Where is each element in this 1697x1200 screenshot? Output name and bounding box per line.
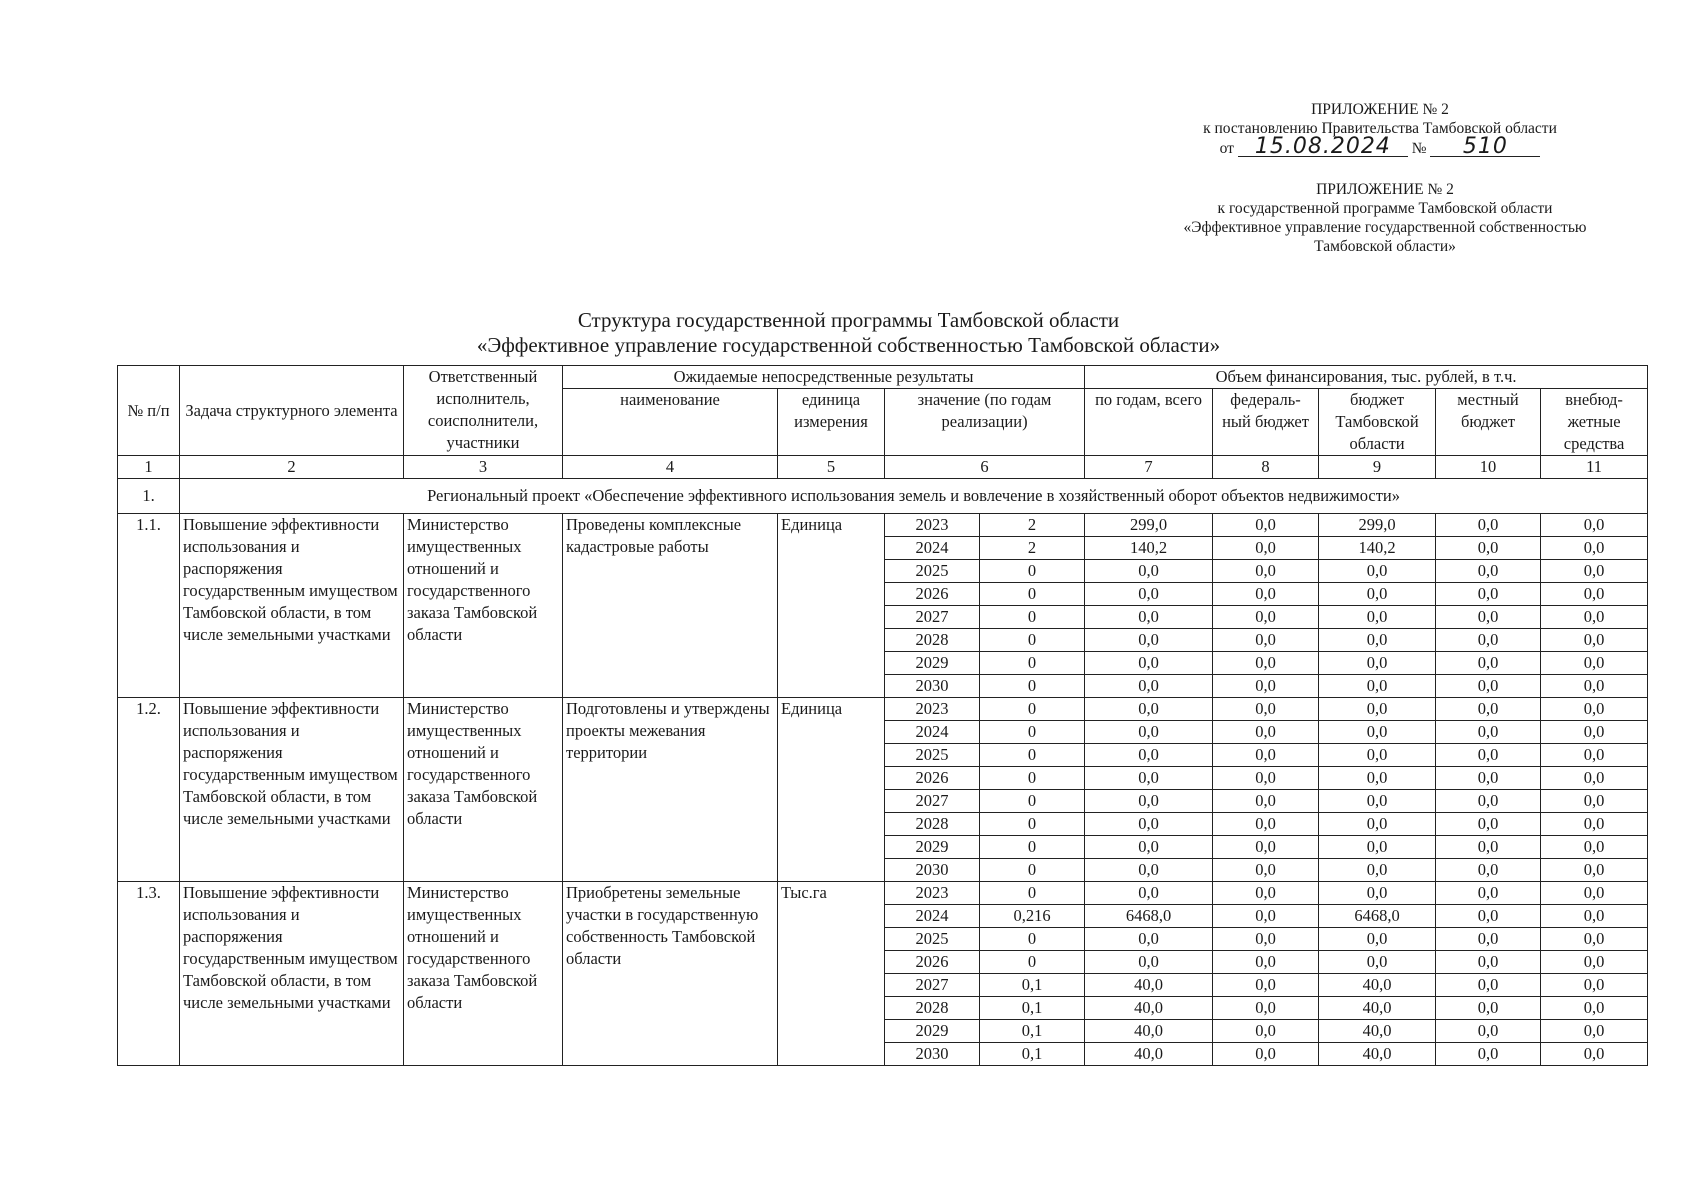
cell-total: 0,0 [1085,721,1213,744]
cell-federal: 0,0 [1213,767,1319,790]
header-local: местный бюджет [1436,389,1541,456]
cell-offbudget: 0,0 [1541,1020,1648,1043]
cell-local: 0,0 [1436,836,1541,859]
cell-value: 0 [980,767,1085,790]
cell-offbudget: 0,0 [1541,560,1648,583]
col-number: 10 [1436,456,1541,479]
cell-value: 0 [980,583,1085,606]
cell-value: 0 [980,859,1085,882]
col-number: 11 [1541,456,1648,479]
project-name: Региональный проект «Обеспечение эффективного использования земель и вовлечение в хозяйственный оборот объектов недвижимости» [180,479,1648,514]
responsible-executor: Министерство имущественных отношений и государственного заказа Тамбовской области [404,514,563,698]
cell-year: 2027 [885,790,980,813]
cell-federal: 0,0 [1213,813,1319,836]
cell-local: 0,0 [1436,1020,1541,1043]
cell-federal: 0,0 [1213,928,1319,951]
cell-value: 0 [980,744,1085,767]
cell-total: 0,0 [1085,836,1213,859]
cell-value: 0,216 [980,905,1085,928]
cell-value: 0 [980,652,1085,675]
cell-local: 0,0 [1436,583,1541,606]
cell-value: 0 [980,790,1085,813]
cell-year: 2026 [885,767,980,790]
cell-year: 2029 [885,1020,980,1043]
cell-local: 0,0 [1436,905,1541,928]
cell-local: 0,0 [1436,767,1541,790]
cell-total: 6468,0 [1085,905,1213,928]
cell-total: 0,0 [1085,813,1213,836]
cell-value: 0 [980,698,1085,721]
cell-offbudget: 0,0 [1541,698,1648,721]
cell-total: 0,0 [1085,767,1213,790]
cell-offbudget: 0,0 [1541,767,1648,790]
col-number: 9 [1319,456,1436,479]
cell-year: 2023 [885,882,980,905]
header-result-name: наименование [563,389,778,456]
cell-value: 0 [980,606,1085,629]
cell-local: 0,0 [1436,790,1541,813]
cell-offbudget: 0,0 [1541,606,1648,629]
cell-regional: 0,0 [1319,652,1436,675]
appendix-heading: ПРИЛОЖЕНИЕ № 2 [1311,101,1449,118]
cell-offbudget: 0,0 [1541,790,1648,813]
header-regional: бюджет Тамбовской области [1319,389,1436,456]
cell-offbudget: 0,0 [1541,675,1648,698]
cell-local: 0,0 [1436,721,1541,744]
cell-local: 0,0 [1436,882,1541,905]
cell-local: 0,0 [1436,629,1541,652]
cell-local: 0,0 [1436,813,1541,836]
cell-federal: 0,0 [1213,951,1319,974]
cell-total: 0,0 [1085,928,1213,951]
cell-federal: 0,0 [1213,997,1319,1020]
header-expected-results: Ожидаемые непосредственные результаты [563,366,1085,389]
cell-offbudget: 0,0 [1541,997,1648,1020]
appendix-program-block [1080,180,1690,256]
cell-regional: 40,0 [1319,997,1436,1020]
cell-regional: 40,0 [1319,974,1436,997]
task-description: Повышение эффективности использования и распоряжения государственным имуществом Тамбовской области, в том числе земельными участками [180,882,404,1066]
cell-value: 0 [980,836,1085,859]
cell-offbudget: 0,0 [1541,905,1648,928]
cell-federal: 0,0 [1213,974,1319,997]
cell-local: 0,0 [1436,1043,1541,1066]
cell-regional: 0,0 [1319,744,1436,767]
cell-offbudget: 0,0 [1541,836,1648,859]
cell-local: 0,0 [1436,698,1541,721]
cell-regional: 299,0 [1319,514,1436,537]
cell-value: 0,1 [980,1043,1085,1066]
cell-offbudget: 0,0 [1541,583,1648,606]
cell-year: 2025 [885,560,980,583]
cell-value: 0 [980,721,1085,744]
program-reference: к государственной программе Тамбовской области [1217,200,1553,217]
cell-year: 2028 [885,813,980,836]
cell-federal: 0,0 [1213,859,1319,882]
col-number: 4 [563,456,778,479]
cell-regional: 6468,0 [1319,905,1436,928]
document-title [0,308,1697,358]
cell-federal: 0,0 [1213,698,1319,721]
cell-offbudget: 0,0 [1541,629,1648,652]
cell-regional: 40,0 [1319,1043,1436,1066]
cell-offbudget: 0,0 [1541,537,1648,560]
cell-regional: 0,0 [1319,882,1436,905]
cell-offbudget: 0,0 [1541,882,1648,905]
cell-local: 0,0 [1436,514,1541,537]
cell-offbudget: 0,0 [1541,721,1648,744]
cell-federal: 0,0 [1213,790,1319,813]
cell-regional: 0,0 [1319,606,1436,629]
cell-regional: 0,0 [1319,928,1436,951]
cell-federal: 0,0 [1213,675,1319,698]
cell-total: 0,0 [1085,951,1213,974]
cell-total: 140,2 [1085,537,1213,560]
cell-local: 0,0 [1436,675,1541,698]
cell-local: 0,0 [1436,859,1541,882]
col-number: 1 [118,456,180,479]
cell-offbudget: 0,0 [1541,744,1648,767]
cell-value: 2 [980,514,1085,537]
cell-total: 0,0 [1085,744,1213,767]
cell-year: 2026 [885,583,980,606]
header-value: значение (по годам реализации) [885,389,1085,456]
cell-year: 2028 [885,997,980,1020]
cell-value: 0 [980,813,1085,836]
responsible-executor: Министерство имущественных отношений и государственного заказа Тамбовской области [404,882,563,1066]
cell-total: 0,0 [1085,652,1213,675]
result-name: Приобретены земельные участки в государственную собственность Тамбовской области [563,882,778,1066]
cell-local: 0,0 [1436,560,1541,583]
cell-value: 0 [980,675,1085,698]
table-row [118,882,1648,905]
cell-regional: 140,2 [1319,537,1436,560]
cell-regional: 0,0 [1319,767,1436,790]
col-number: 5 [778,456,885,479]
cell-total: 0,0 [1085,606,1213,629]
cell-total: 299,0 [1085,514,1213,537]
cell-local: 0,0 [1436,652,1541,675]
cell-federal: 0,0 [1213,629,1319,652]
cell-total: 0,0 [1085,859,1213,882]
header-funding: Объем финансирования, тыс. рублей, в т.ч. [1085,366,1648,389]
cell-regional: 0,0 [1319,836,1436,859]
program-appendix-heading: ПРИЛОЖЕНИЕ № 2 [1316,181,1454,198]
result-unit: Тыс.га [778,882,885,1066]
cell-year: 2027 [885,974,980,997]
cell-offbudget: 0,0 [1541,514,1648,537]
task-description: Повышение эффективности использования и распоряжения государственным имуществом Тамбовской области, в том числе земельными участками [180,514,404,698]
cell-year: 2030 [885,1043,980,1066]
cell-total: 0,0 [1085,560,1213,583]
cell-offbudget: 0,0 [1541,813,1648,836]
header-federal: федераль-ный бюджет [1213,389,1319,456]
table-row [118,698,1648,721]
task-description: Повышение эффективности использования и распоряжения государственным имуществом Тамбовской области, в том числе земельными участками [180,698,404,882]
cell-total: 40,0 [1085,997,1213,1020]
header-num: № п/п [118,366,180,456]
responsible-executor: Министерство имущественных отношений и государственного заказа Тамбовской области [404,698,563,882]
cell-total: 40,0 [1085,974,1213,997]
cell-federal: 0,0 [1213,744,1319,767]
result-unit: Единица [778,514,885,698]
cell-local: 0,0 [1436,928,1541,951]
cell-regional: 0,0 [1319,790,1436,813]
cell-year: 2028 [885,629,980,652]
task-num: 1.2. [118,698,180,882]
cell-offbudget: 0,0 [1541,974,1648,997]
header-total: по годам, всего [1085,389,1213,456]
cell-federal: 0,0 [1213,836,1319,859]
cell-local: 0,0 [1436,997,1541,1020]
table-row [118,514,1648,537]
cell-regional: 0,0 [1319,813,1436,836]
cell-federal: 0,0 [1213,514,1319,537]
cell-total: 0,0 [1085,790,1213,813]
task-num: 1.3. [118,882,180,1066]
cell-total: 40,0 [1085,1043,1213,1066]
cell-local: 0,0 [1436,744,1541,767]
cell-year: 2025 [885,928,980,951]
cell-regional: 0,0 [1319,629,1436,652]
cell-year: 2027 [885,606,980,629]
cell-year: 2024 [885,905,980,928]
cell-year: 2023 [885,698,980,721]
header-responsible: Ответственный исполнитель, соисполнители, участники [404,366,563,456]
cell-offbudget: 0,0 [1541,928,1648,951]
cell-regional: 0,0 [1319,583,1436,606]
cell-year: 2030 [885,859,980,882]
title-line2: «Эффективное управление государственной собственностью Тамбовской области» [476,333,1221,357]
cell-offbudget: 0,0 [1541,859,1648,882]
title-line1: Структура государственной программы Тамбовской области [577,308,1120,332]
cell-federal: 0,0 [1213,606,1319,629]
cell-regional: 0,0 [1319,675,1436,698]
cell-federal: 0,0 [1213,721,1319,744]
task-num: 1.1. [118,514,180,698]
cell-year: 2024 [885,721,980,744]
cell-federal: 0,0 [1213,1043,1319,1066]
cell-regional: 0,0 [1319,560,1436,583]
appendix-decree-block [1110,100,1650,158]
col-number: 2 [180,456,404,479]
cell-regional: 0,0 [1319,859,1436,882]
cell-total: 0,0 [1085,882,1213,905]
cell-year: 2026 [885,951,980,974]
cell-value: 0 [980,882,1085,905]
cell-federal: 0,0 [1213,583,1319,606]
project-num: 1. [118,479,180,514]
cell-total: 0,0 [1085,583,1213,606]
cell-total: 40,0 [1085,1020,1213,1043]
cell-federal: 0,0 [1213,905,1319,928]
number-prefix: № [1411,140,1427,157]
decree-date: 15.08.2024 [1238,138,1408,157]
header-task: Задача структурного элемента [180,366,404,456]
project-row [118,479,1648,514]
cell-value: 0,1 [980,997,1085,1020]
cell-local: 0,0 [1436,951,1541,974]
cell-federal: 0,0 [1213,652,1319,675]
cell-total: 0,0 [1085,698,1213,721]
result-unit: Единица [778,698,885,882]
result-name: Проведены комплексные кадастровые работы [563,514,778,698]
cell-value: 0 [980,928,1085,951]
cell-regional: 40,0 [1319,1020,1436,1043]
cell-year: 2024 [885,537,980,560]
cell-federal: 0,0 [1213,560,1319,583]
cell-federal: 0,0 [1213,1020,1319,1043]
program-name-line2: Тамбовской области» [1314,238,1456,255]
cell-local: 0,0 [1436,974,1541,997]
cell-total: 0,0 [1085,629,1213,652]
date-prefix: от [1219,140,1234,157]
cell-value: 0,1 [980,1020,1085,1043]
appendix-decree-reference: к постановлению Правительства Тамбовской области [1203,120,1557,137]
cell-local: 0,0 [1436,537,1541,560]
header-unit: единица измерения [778,389,885,456]
cell-offbudget: 0,0 [1541,951,1648,974]
cell-value: 0 [980,629,1085,652]
cell-year: 2023 [885,514,980,537]
cell-value: 0 [980,951,1085,974]
col-number: 3 [404,456,563,479]
decree-number: 510 [1430,138,1540,157]
cell-offbudget: 0,0 [1541,652,1648,675]
cell-local: 0,0 [1436,606,1541,629]
cell-federal: 0,0 [1213,882,1319,905]
cell-value: 0 [980,560,1085,583]
col-number: 7 [1085,456,1213,479]
decree-date-line [1110,134,1650,159]
col-number: 8 [1213,456,1319,479]
cell-year: 2029 [885,652,980,675]
cell-value: 2 [980,537,1085,560]
cell-regional: 0,0 [1319,698,1436,721]
cell-total: 0,0 [1085,675,1213,698]
cell-year: 2025 [885,744,980,767]
cell-regional: 0,0 [1319,951,1436,974]
header-offbudget: внебюд-жетные средства [1541,389,1648,456]
cell-federal: 0,0 [1213,537,1319,560]
cell-offbudget: 0,0 [1541,1043,1648,1066]
cell-value: 0,1 [980,974,1085,997]
result-name: Подготовлены и утверждены проекты межевания территории [563,698,778,882]
program-structure-table [117,365,1648,1066]
cell-year: 2030 [885,675,980,698]
cell-year: 2029 [885,836,980,859]
cell-regional: 0,0 [1319,721,1436,744]
col-number: 6 [885,456,1085,479]
program-name-line1: «Эффективное управление государственной собственностью [1183,219,1587,236]
